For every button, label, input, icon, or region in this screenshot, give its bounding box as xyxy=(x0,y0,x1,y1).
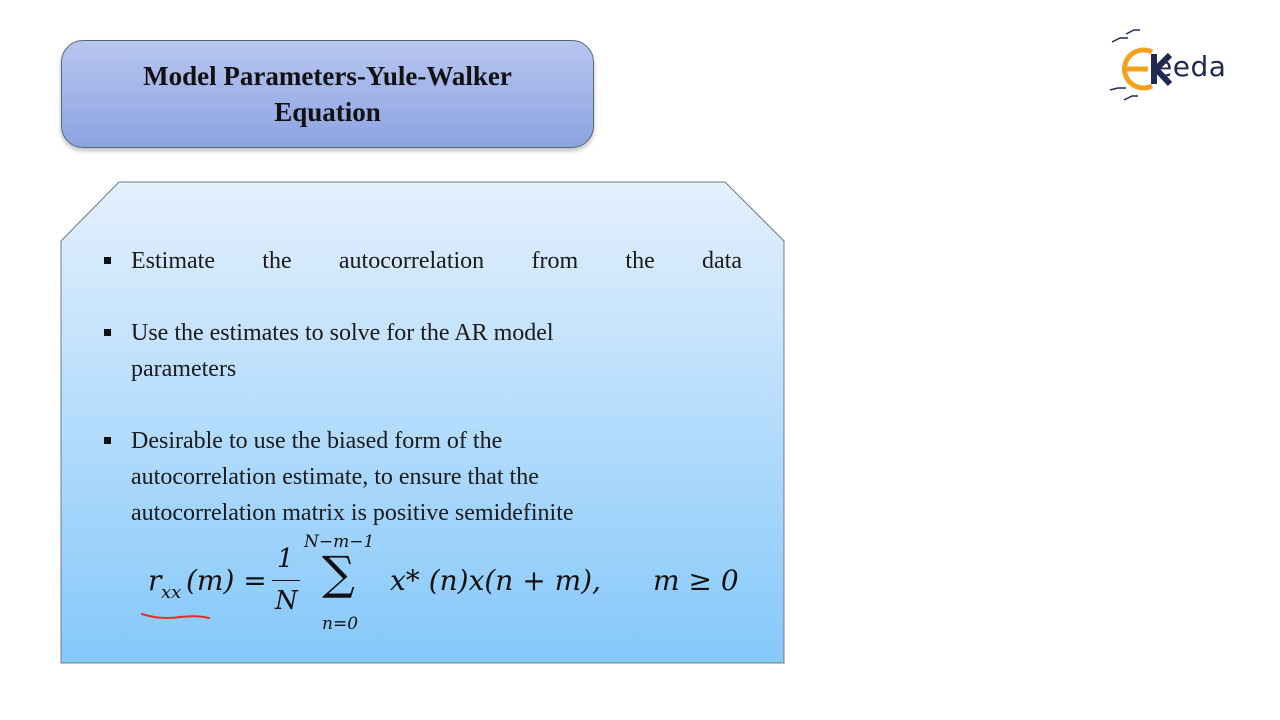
bullet-text-line-2: parameters xyxy=(131,356,237,382)
bullet-square-icon xyxy=(104,257,111,264)
bullet-text-line-2: autocorrelation estimate, to ensure that the xyxy=(131,464,539,490)
logo-text: eeda xyxy=(1155,50,1227,83)
formula-sum-upper: N−m−1 xyxy=(304,532,375,552)
bullet-square-icon xyxy=(104,329,111,336)
formula-fraction-denominator: N xyxy=(275,586,298,616)
bullet-square-icon xyxy=(104,437,111,444)
formula-lhs-subscript: xx xyxy=(161,582,182,603)
formula-summand: x* (n)x(n + m), xyxy=(390,564,601,597)
formula-sum-symbol: ∑ xyxy=(322,546,355,600)
formula-lhs-arg: (m) = xyxy=(186,564,267,597)
slide-title-line-1: Model Parameters-Yule-Walker xyxy=(143,61,512,91)
bullet-list xyxy=(100,243,742,531)
formula-fraction-numerator: 1 xyxy=(277,544,294,574)
formula-sum-lower: n=0 xyxy=(322,614,359,634)
formula-condition: m ≥ 0 xyxy=(653,564,739,597)
bullet-item xyxy=(100,315,742,423)
autocorrelation-formula xyxy=(140,532,740,636)
slide-title-line-2: Equation xyxy=(274,97,381,127)
bullet-text-line-3: autocorrelation matrix is positive semidefinite xyxy=(131,500,574,526)
formula-fraction-bar xyxy=(272,580,300,581)
bullet-item xyxy=(100,423,742,531)
bullet-item xyxy=(100,243,742,315)
bullet-text-line-1: Use the estimates to solve for the AR model xyxy=(131,320,554,346)
bullet-text-line-1: Desirable to use the biased form of the xyxy=(131,428,503,454)
formula-lhs-symbol: r xyxy=(148,564,162,597)
bullet-text: Estimate the autocorrelation from the data xyxy=(131,248,742,274)
